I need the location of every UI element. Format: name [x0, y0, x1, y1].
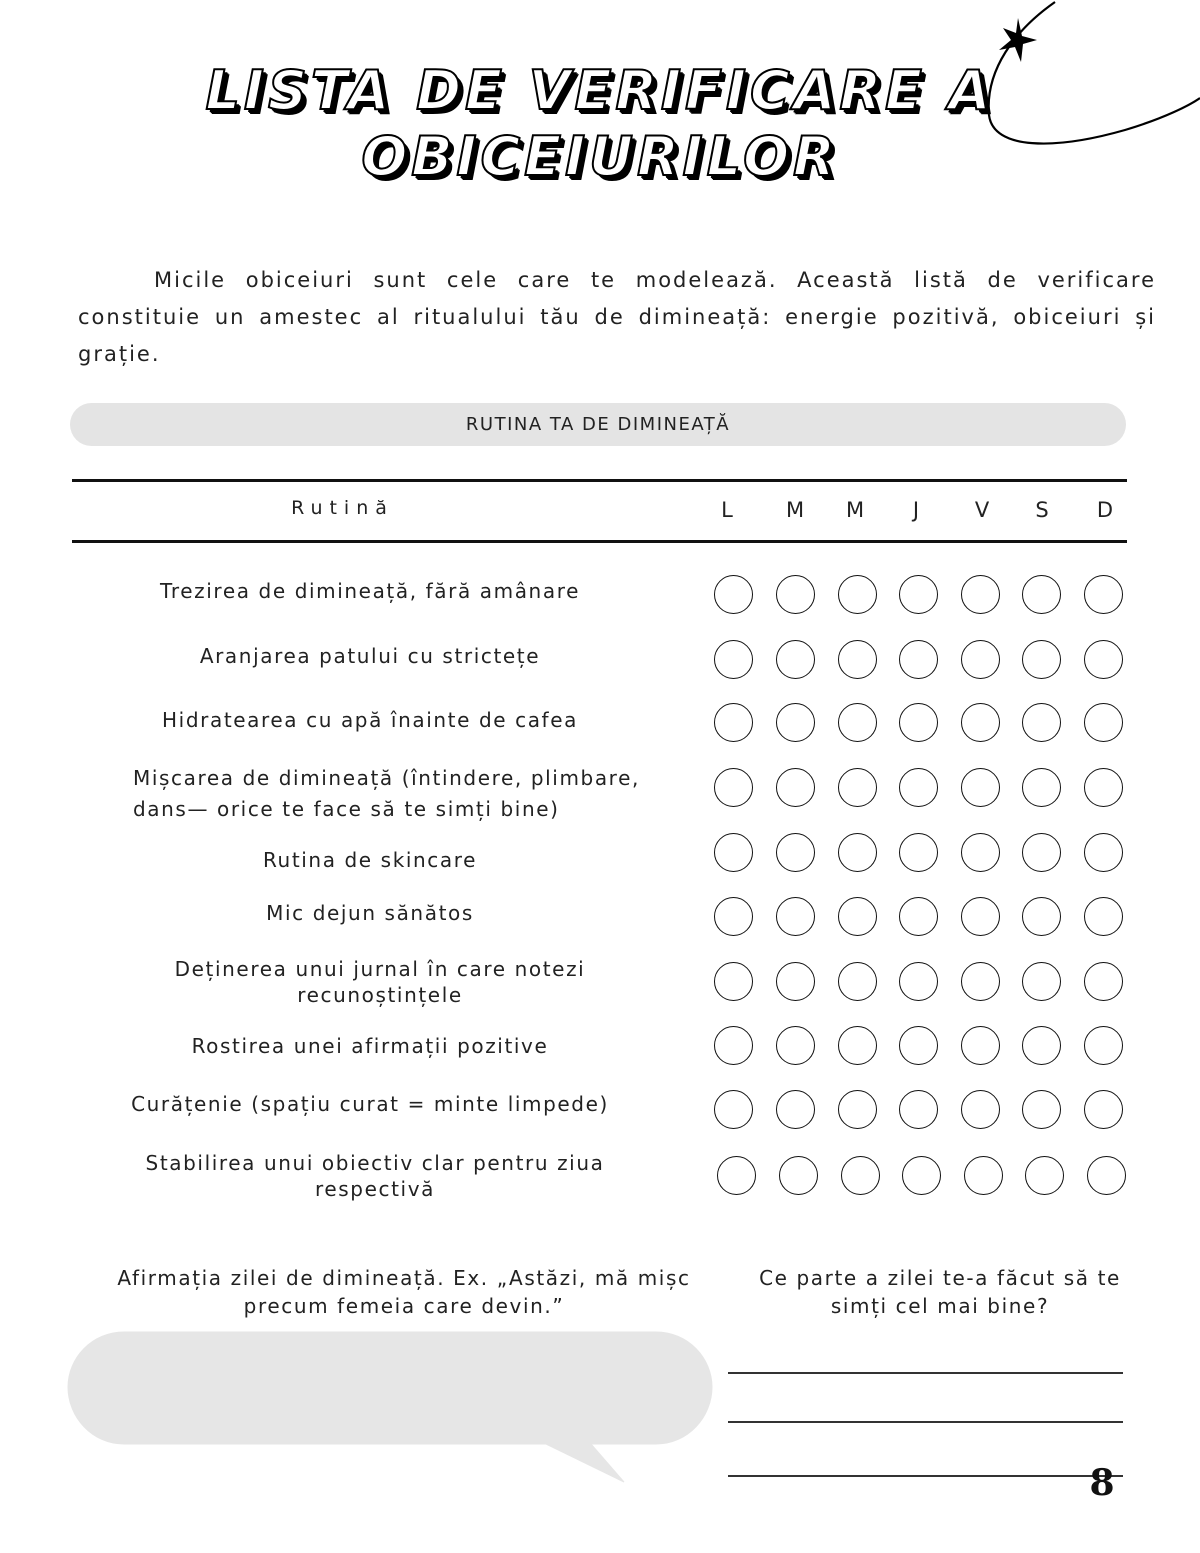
day-checkbox-circle[interactable]	[1084, 833, 1123, 872]
day-checkbox-circle[interactable]	[714, 962, 753, 1001]
answer-line-1[interactable]	[728, 1372, 1123, 1374]
day-header-sun: D	[1096, 498, 1114, 522]
day-checkbox-circle[interactable]	[1022, 768, 1061, 807]
day-checkbox-circle[interactable]	[961, 575, 1000, 614]
day-checkbox-circle[interactable]	[776, 1090, 815, 1129]
title-line-1: LISTA DE VERIFICARE A	[205, 59, 995, 122]
day-checkbox-circle[interactable]	[776, 1026, 815, 1065]
day-checkbox-circle[interactable]	[1084, 640, 1123, 679]
day-checkbox-circle[interactable]	[1022, 897, 1061, 936]
answer-line-2[interactable]	[728, 1421, 1123, 1423]
routine-label: Hidratearea cu apă înainte de cafea	[162, 708, 578, 732]
day-checkbox-circle[interactable]	[1084, 575, 1123, 614]
day-checkbox-circle[interactable]	[714, 833, 753, 872]
day-checkbox-circle[interactable]	[964, 1156, 1003, 1195]
routine-label: Deținerea unui jurnal în care notezi recunoștințele	[174, 957, 586, 1007]
day-checkbox-circle[interactable]	[1084, 897, 1123, 936]
day-checkbox-circle[interactable]	[1022, 703, 1061, 742]
day-checkbox-circle[interactable]	[1084, 1090, 1123, 1129]
day-checkbox-circle[interactable]	[838, 768, 877, 807]
day-checkbox-circle[interactable]	[899, 768, 938, 807]
routine-label: Rostirea unei afirmații pozitive	[191, 1034, 549, 1058]
header-bottom-rule	[72, 540, 1127, 543]
day-checkbox-circle[interactable]	[776, 833, 815, 872]
day-checkbox-circle[interactable]	[714, 640, 753, 679]
star-orbit-icon	[975, 0, 1200, 180]
day-checkbox-circle[interactable]	[838, 640, 877, 679]
day-checkbox-circle[interactable]	[899, 1090, 938, 1129]
day-checkbox-circle[interactable]	[1022, 640, 1061, 679]
day-checkbox-circle[interactable]	[776, 897, 815, 936]
day-checkbox-circle[interactable]	[899, 575, 938, 614]
day-checkbox-circle[interactable]	[838, 703, 877, 742]
day-header-mon: L	[721, 498, 733, 522]
day-checkbox-circle[interactable]	[714, 897, 753, 936]
day-header-wed: M	[845, 498, 865, 522]
affirmation-prompt: Afirmația zilei de dimineață. Ex. „Astăzi, mă mișc precum femeia care devin.”	[117, 1266, 691, 1318]
day-checkbox-circle[interactable]	[838, 833, 877, 872]
day-checkbox-circle[interactable]	[714, 703, 753, 742]
day-checkbox-circle[interactable]	[1022, 1026, 1061, 1065]
routine-label: Trezirea de dimineață, fără amânare	[160, 579, 580, 603]
day-checkbox-circle[interactable]	[838, 962, 877, 1001]
day-checkbox-circle[interactable]	[961, 768, 1000, 807]
day-checkbox-circle[interactable]	[838, 897, 877, 936]
intro-paragraph: Micile obiceiuri sunt cele care te modelează. Această listă de verificare constituie un amestec al ritualului tău de dimineață: energie pozitivă, obiceiuri și grație.	[78, 268, 1156, 366]
day-checkbox-circle[interactable]	[717, 1156, 756, 1195]
day-checkbox-circle[interactable]	[1084, 962, 1123, 1001]
routine-label: Mic dejun sănătos	[266, 901, 474, 925]
section-banner: RUTINA TA DE DIMINEAȚĂ	[70, 403, 1126, 446]
day-checkbox-circle[interactable]	[1084, 1026, 1123, 1065]
day-checkbox-circle[interactable]	[776, 640, 815, 679]
day-checkbox-circle[interactable]	[1022, 962, 1061, 1001]
page-title	[200, 58, 1000, 190]
day-checkbox-circle[interactable]	[1022, 833, 1061, 872]
routine-label: Rutina de skincare	[262, 848, 478, 872]
day-checkbox-circle[interactable]	[902, 1156, 941, 1195]
day-checkbox-circle[interactable]	[961, 897, 1000, 936]
day-checkbox-circle[interactable]	[776, 575, 815, 614]
routine-label: Mișcarea de dimineață (întindere, plimbare, dans— orice te face să te simți bine)	[133, 766, 640, 821]
day-checkbox-circle[interactable]	[714, 1026, 753, 1065]
day-checkbox-circle[interactable]	[961, 962, 1000, 1001]
day-checkbox-circle[interactable]	[714, 768, 753, 807]
day-header-tue: M	[785, 498, 805, 522]
day-checkbox-circle[interactable]	[1022, 575, 1061, 614]
day-header-fri: V	[974, 498, 990, 522]
day-checkbox-circle[interactable]	[899, 833, 938, 872]
day-checkbox-circle[interactable]	[899, 897, 938, 936]
best-part-prompt: Ce parte a zilei te-a făcut să te simți cel mai bine?	[759, 1266, 1121, 1318]
routine-column-header: Rutină	[291, 497, 394, 519]
day-checkbox-circle[interactable]	[899, 640, 938, 679]
day-checkbox-circle[interactable]	[841, 1156, 880, 1195]
day-header-sat: S	[1035, 498, 1049, 522]
day-checkbox-circle[interactable]	[1022, 1090, 1061, 1129]
routine-label: Stabilirea unui obiectiv clar pentru ziua respectivă	[145, 1151, 605, 1201]
speech-bubble[interactable]	[66, 1330, 716, 1485]
day-header-thu: J	[912, 498, 920, 522]
day-checkbox-circle[interactable]	[961, 1090, 1000, 1129]
day-checkbox-circle[interactable]	[899, 703, 938, 742]
title-line-2: OBICEIURILOR	[361, 125, 839, 188]
day-checkbox-circle[interactable]	[961, 833, 1000, 872]
day-checkbox-circle[interactable]	[1087, 1156, 1126, 1195]
day-checkbox-circle[interactable]	[776, 962, 815, 1001]
day-checkbox-circle[interactable]	[714, 575, 753, 614]
header-top-rule	[72, 479, 1127, 482]
day-checkbox-circle[interactable]	[838, 575, 877, 614]
day-checkbox-circle[interactable]	[779, 1156, 818, 1195]
answer-line-3[interactable]	[728, 1475, 1123, 1477]
day-checkbox-circle[interactable]	[1025, 1156, 1064, 1195]
day-checkbox-circle[interactable]	[1084, 768, 1123, 807]
page-number: 8	[1089, 1462, 1115, 1504]
day-checkbox-circle[interactable]	[714, 1090, 753, 1129]
day-checkbox-circle[interactable]	[961, 640, 1000, 679]
day-checkbox-circle[interactable]	[776, 768, 815, 807]
routine-label: Curățenie (spațiu curat = minte limpede)	[131, 1092, 609, 1116]
day-checkbox-circle[interactable]	[961, 1026, 1000, 1065]
day-checkbox-circle[interactable]	[1084, 703, 1123, 742]
routine-label: Aranjarea patului cu strictețe	[199, 644, 541, 668]
day-checkbox-circle[interactable]	[776, 703, 815, 742]
day-checkbox-circle[interactable]	[899, 1026, 938, 1065]
day-checkbox-circle[interactable]	[899, 962, 938, 1001]
day-checkbox-circle[interactable]	[961, 703, 1000, 742]
day-checkbox-circle[interactable]	[838, 1090, 877, 1129]
day-checkbox-circle[interactable]	[838, 1026, 877, 1065]
